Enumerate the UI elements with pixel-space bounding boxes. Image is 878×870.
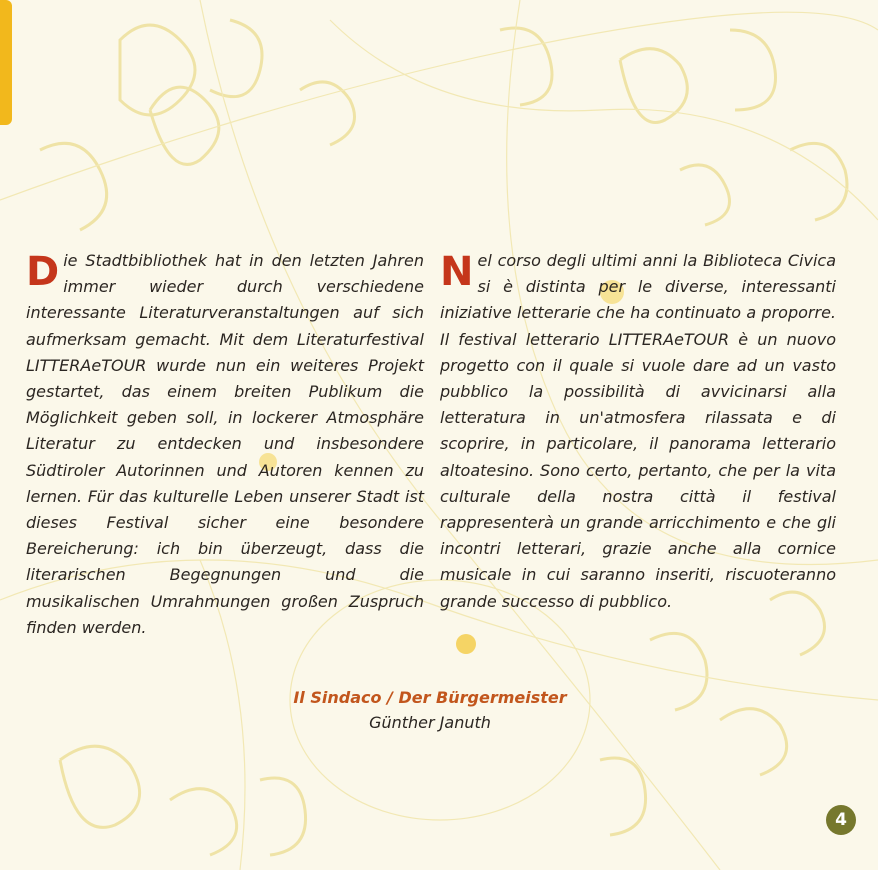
signature-name: Günther Januth <box>369 713 491 732</box>
german-body: ie Stadtbibliothek hat in den letzten Jahren immer wieder durch verschiedene interessante Literaturveranstaltungen auf sich aufmerksam gemacht. Mit dem Literaturfestival LITTERAeTOUR wurde nun ein weiteres Projekt gestartet, das einem breiten Publikum die Möglichkeit geben soll, in lockerer Atmosphäre Literatur zu entdecken und insbesondere Südtiroler Autorinnen und Autoren kennen zu lernen. Für das kulturelle Leben unserer Stadt ist dieses Festival sicher eine besondere Bereicherung: ich bin überzeugt, dass die literarischen Begegnungen und die musikalischen Umrahmungen großen Zuspruch finden werden. <box>26 251 424 637</box>
italian-paragraph <box>440 248 836 615</box>
signature-block <box>260 686 600 736</box>
dropcap-d: D <box>26 249 60 295</box>
german-text-column <box>26 248 424 641</box>
dropcap-n: N <box>440 249 474 295</box>
german-paragraph <box>26 248 424 641</box>
page-number-badge: 4 <box>826 805 856 835</box>
edge-tab <box>0 0 12 125</box>
signature-role: Il Sindaco / Der Bürgermeister <box>293 688 567 707</box>
italian-text-column <box>440 248 836 615</box>
italian-body: el corso degli ultimi anni la Biblioteca Civica si è distinta per le diverse, interessanti iniziative letterarie che ha continuato a proporre. Il festival letterario LITTERAeTOUR è un nuovo progetto con il quale si vuole dare ad un vasto pubblico la possibilità di avvicinarsi alla letteratura in un'atmosfera rilassata e di scoprire, in particolare, il panorama letterario altoatesino. Sono certo, pertanto, che per la vita culturale della nostra città il festival rappresenterà un grande arricchimento e che gli incontri letterari, grazie anche alla cornice musicale in cui saranno inseriti, riscuoteranno grande successo di pubblico. <box>440 251 836 611</box>
